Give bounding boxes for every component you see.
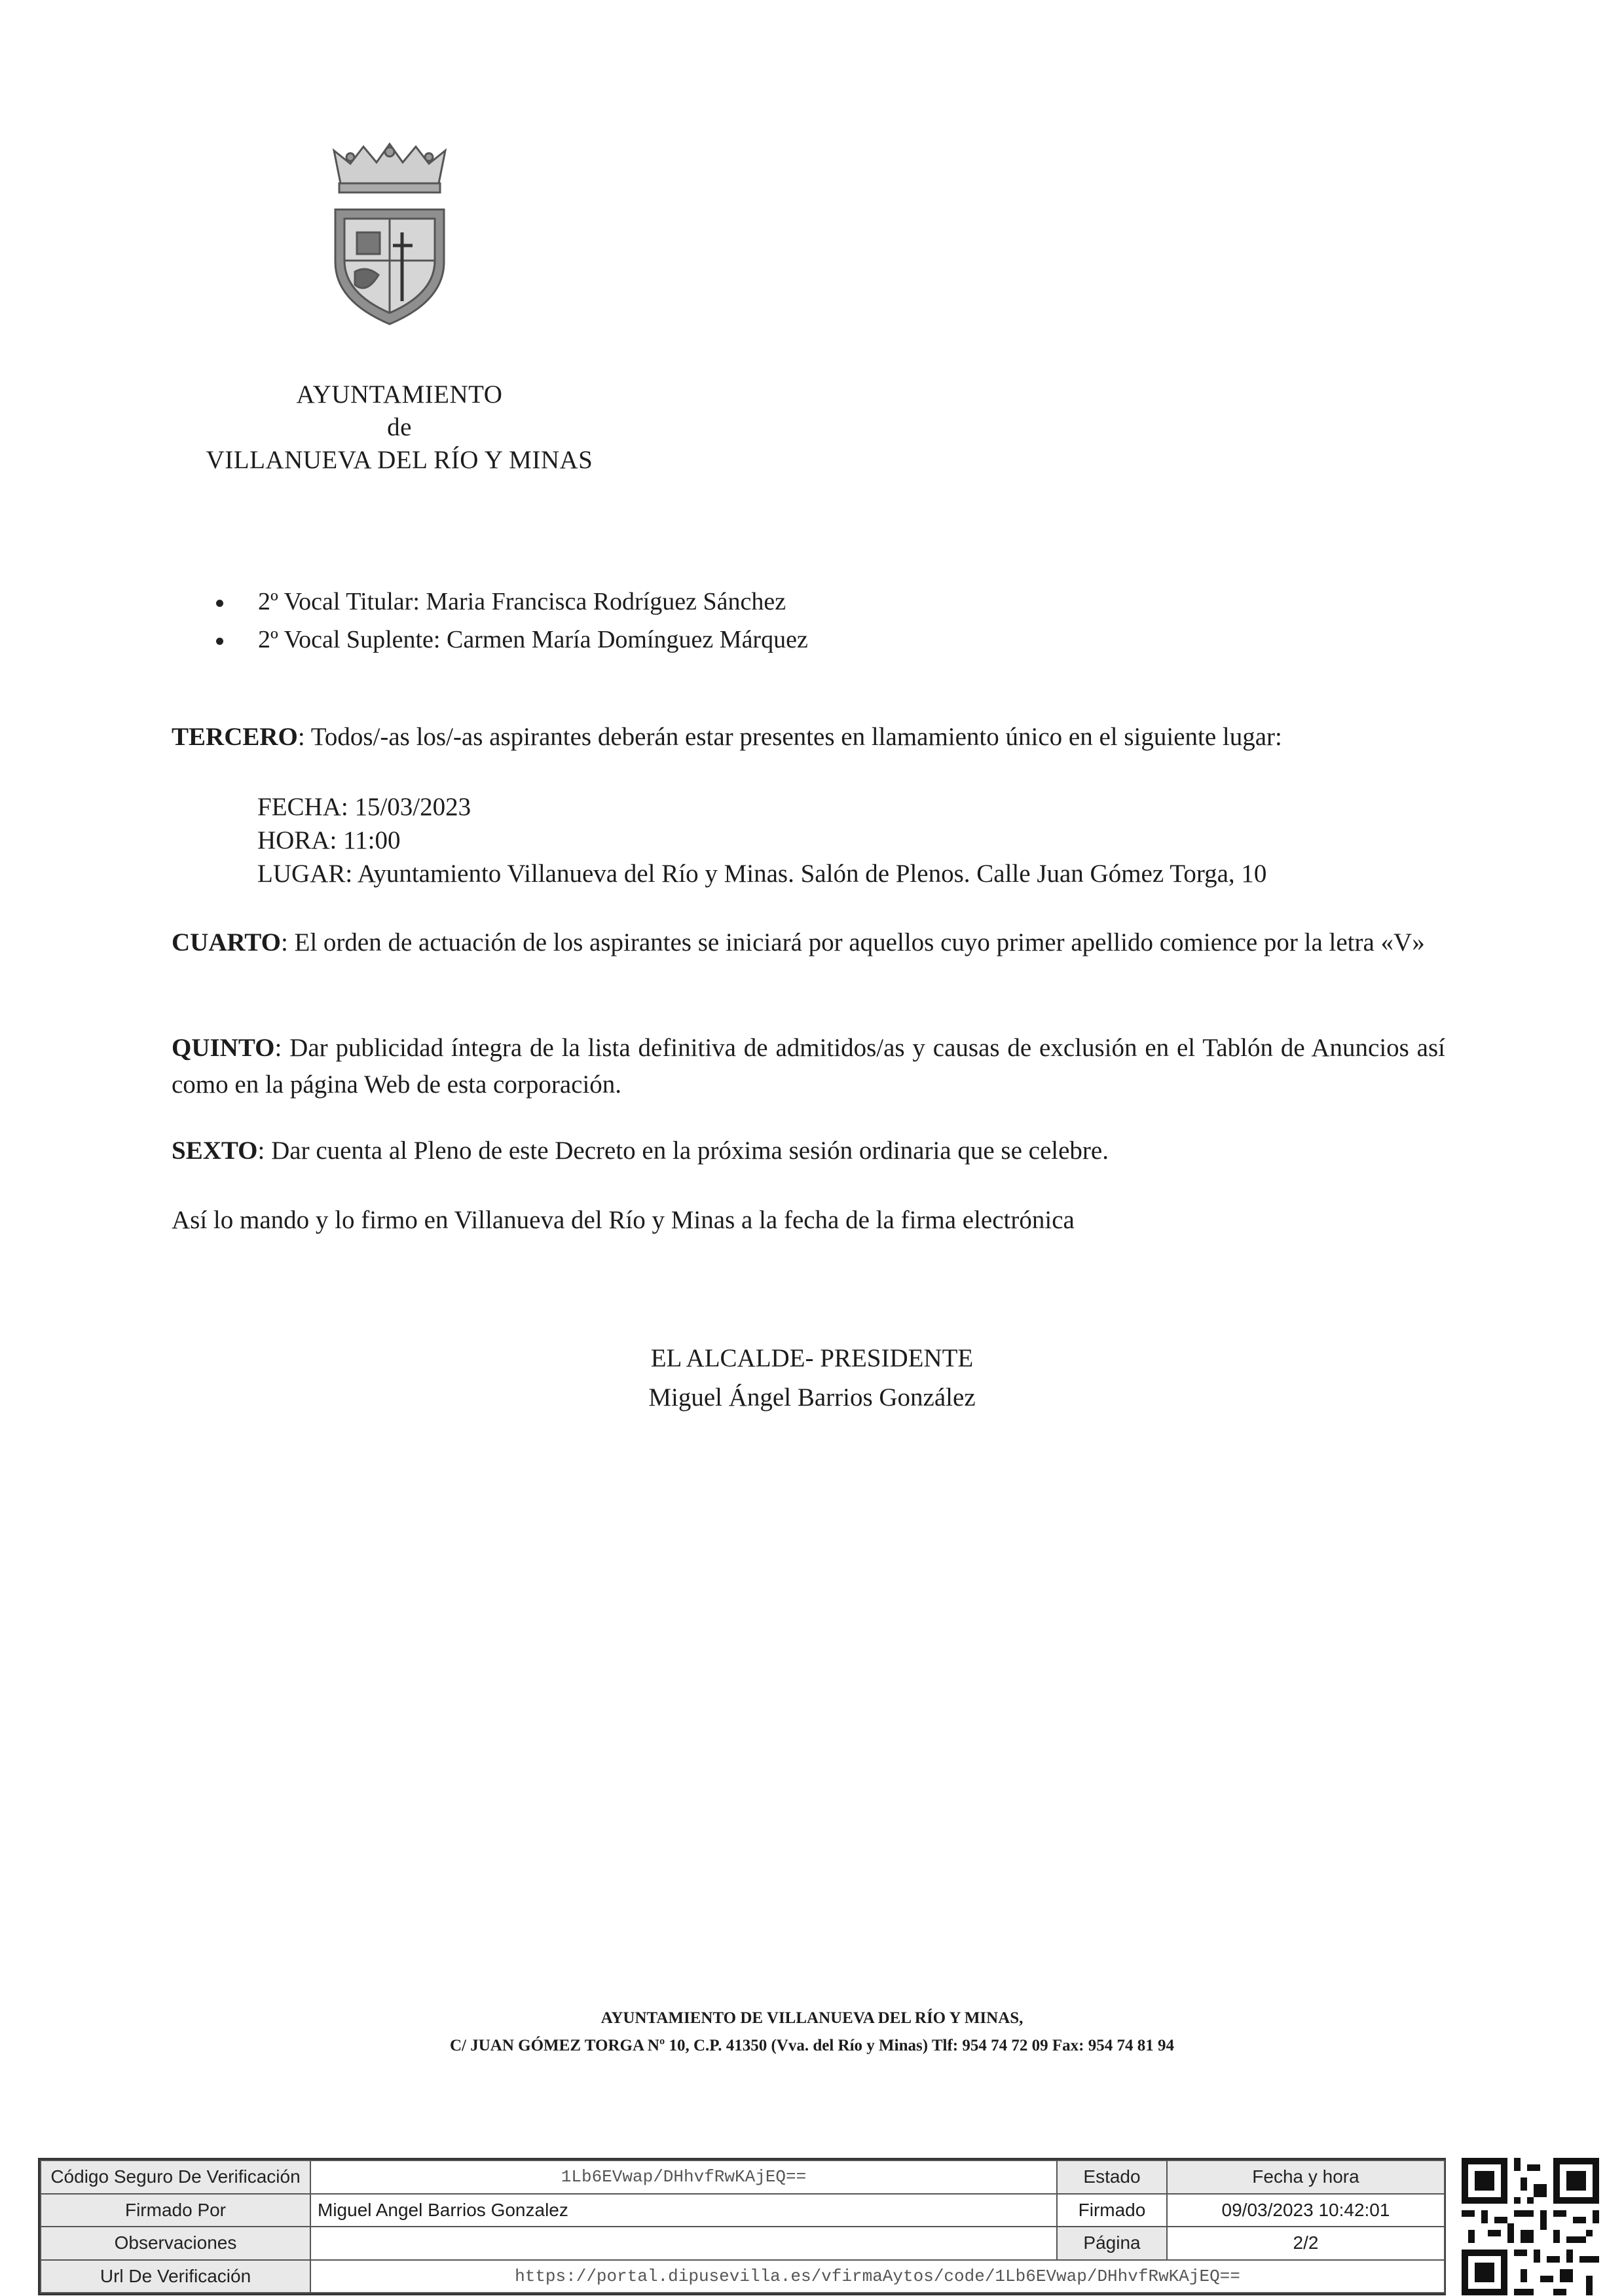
footer-line-1: AYUNTAMIENTO DE VILLANUEVA DEL RÍO Y MINAS, [600, 2009, 1024, 2027]
observaciones-label: Observaciones [41, 2227, 310, 2260]
coat-of-arms-icon [321, 137, 458, 327]
cuarto-heading: CUARTO [172, 928, 281, 957]
signature-title: EL ALCALDE- PRESIDENTE [650, 1344, 974, 1372]
cuarto-text: : El orden de actuación de los aspirantes se iniciará por aquellos cuyo primer apellido comience por la letra «V» [280, 928, 1425, 957]
url-value[interactable]: https://portal.dipusevilla.es/vfirmaAytos/code/1Lb6EVwap/DHhvfRwKAjEQ== [310, 2260, 1445, 2293]
sexto-text: : Dar cuenta al Pleno de este Decreto en la próxima sesión ordinaria que se celebre. [257, 1137, 1109, 1165]
institution-header [170, 378, 629, 477]
csv-label: Código Seguro De Verificación [41, 2160, 310, 2194]
list-item: 2º Vocal Suplente: Carmen María Domínguez Márquez [210, 621, 808, 659]
tribunal-members-list [210, 583, 808, 659]
institution-line-1: AYUNTAMIENTO [296, 380, 503, 409]
signature-name: Miguel Ángel Barrios González [648, 1383, 976, 1412]
pagina-value: 2/2 [1167, 2227, 1445, 2260]
quinto-heading: QUINTO [172, 1034, 275, 1062]
closing-paragraph: Así lo mando y lo firmo en Villanueva del Río y Minas a la fecha de la firma electrónica [172, 1206, 1075, 1234]
quinto-paragraph [172, 1030, 1445, 1103]
estado-value: Firmado [1057, 2194, 1167, 2227]
tercero-text: : Todos/-as los/-as aspirantes deberán estar presentes en llamamiento único en el siguiente lugar: [297, 723, 1282, 751]
sexto-heading: SEXTO [172, 1137, 258, 1165]
observaciones-value [310, 2227, 1057, 2260]
table-row [41, 2260, 1445, 2293]
institution-line-2: de [387, 413, 412, 441]
quinto-text: : Dar publicidad íntegra de la lista definitiva de admitidos/as y causas de exclusión en el Tablón de Anuncios así como en la página Web de esta corporación. [172, 1034, 1445, 1099]
list-item: 2º Vocal Titular: Maria Francisca Rodríguez Sánchez [210, 583, 808, 621]
fecha-value: 09/03/2023 10:42:01 [1167, 2194, 1445, 2227]
footer-address [196, 2005, 1428, 2060]
firmado-por-label: Firmado Por [41, 2194, 310, 2227]
hora-line: HORA: 11:00 [257, 826, 401, 854]
footer-line-2: C/ JUAN GÓMEZ TORGA Nº 10, C.P. 41350 (Vva. del Río y Minas) Tlf: 954 74 72 09 Fax: 954 74 81 94 [450, 2037, 1174, 2054]
qr-code-icon [1462, 2158, 1599, 2295]
signature-block [524, 1339, 1100, 1417]
table-row [41, 2194, 1445, 2227]
verification-table [38, 2158, 1446, 2295]
csv-value: 1Lb6EVwap/DHhvfRwKAjEQ== [310, 2160, 1057, 2194]
lugar-line: LUGAR: Ayuntamiento Villanueva del Río y Minas. Salón de Plenos. Calle Juan Gómez Torga, 10 [257, 860, 1267, 888]
pagina-label: Página [1057, 2227, 1167, 2260]
estado-label: Estado [1057, 2160, 1167, 2194]
fecha-label: Fecha y hora [1167, 2160, 1445, 2194]
url-label: Url De Verificación [41, 2260, 310, 2293]
table-row [41, 2160, 1445, 2194]
institution-line-3: VILLANUEVA DEL RÍO Y MINAS [206, 446, 593, 474]
firmado-por-value: Miguel Angel Barrios Gonzalez [310, 2194, 1057, 2227]
tercero-heading: TERCERO [172, 723, 298, 751]
sexto-paragraph [172, 1133, 1445, 1169]
table-row [41, 2227, 1445, 2260]
fecha-line: FECHA: 15/03/2023 [257, 793, 471, 821]
cuarto-paragraph [172, 924, 1445, 961]
tercero-paragraph [172, 719, 1445, 756]
